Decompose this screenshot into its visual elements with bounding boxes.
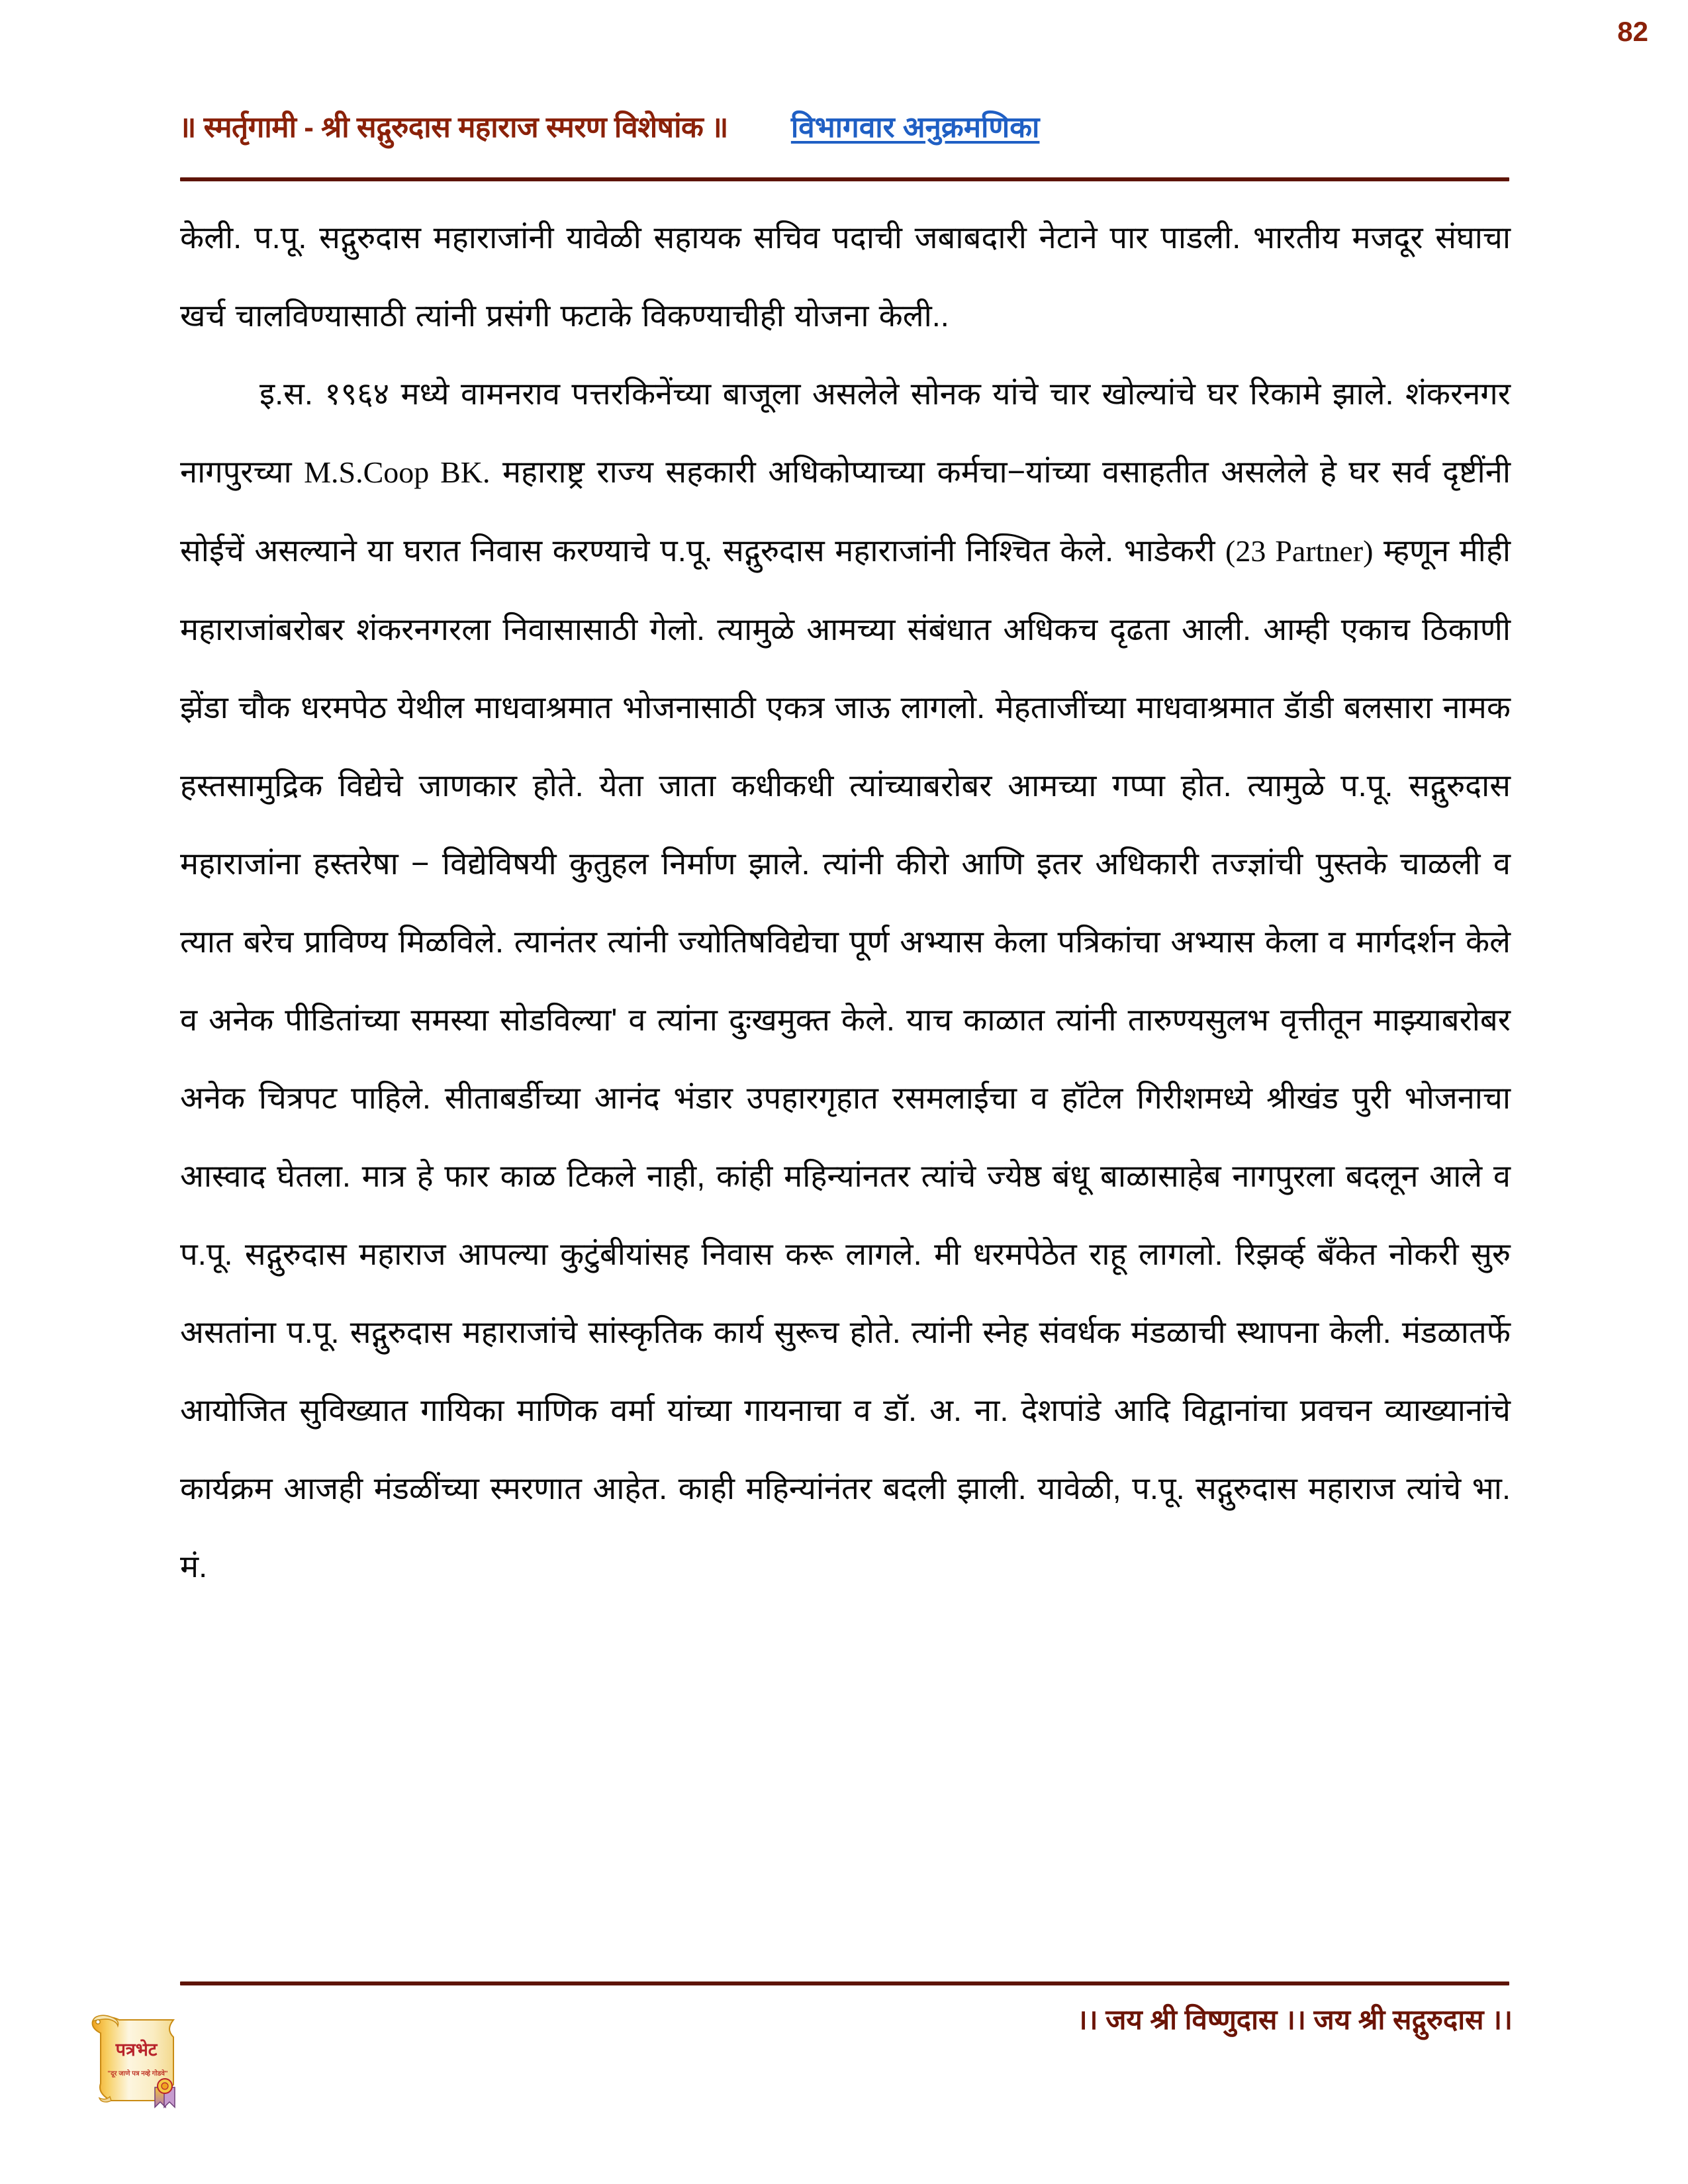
patrabhet-logo bbox=[81, 2007, 200, 2116]
paragraph-2-segment-3: म्हणून मीही महाराजांबरोबर शंकरनगरला निवासासाठी गेलो. त्यामुळे आमच्या संबंधात अधिकच दृढता आली. आम्ही एकाच ठिकाणी झेंडा चौक धरमपेठ येथील माधवाश्रमात भोजनासाठी एकत्र जाऊ लागलो. मेहताजींच्या माधवाश्रमात डॅाडी बलसारा नामक हस्तसामुद्रिक विद्येचे जाणकार होते. येता जाता कधीकधी त्यांच्याबरोबर आमच्या गप्पा होत. त्यामुळे प.पू. सद्गुरुदास महाराजांना हस्तरेषा − विद्येविषयी कुतुहल निर्माण झाले. त्यांनी कीरो आणि इतर अधिकारी तज्ज्ञांची पुस्तके चाळली व त्यात बरेच प्राविण्य मिळविले. त्यानंतर त्यांनी ज्योतिषविद्येचा पूर्ण अभ्यास केला पत्रिकांचा अभ्यास केला व मार्गदर्शन केले व अनेक पीडितांच्या समस्या सोडविल्या' व त्यांना दुःखमुक्त केले. याच काळात त्यांनी तारुण्यसुलभ वृत्तीतून माझ्याबरोबर अनेक चित्रपट पाहिले. सीताबर्डीच्या आनंद भंडार उपहारगृहात रसमलाईचा व हॉटेल गिरीशमध्ये श्रीखंड पुरी भोजनाचा आस्वाद घेतला. मात्र हे फार काळ टिकले नाही, कांही महिन्यांनतर त्यांचे ज्येष्ठ बंधू बाळासाहेब नागपुरला बदलून आले व प.पू. सद्गुरुदास महाराज आपल्या कुटुंबीयांसह निवास करू लागले. मी धरमपेठेत राहू लागलो. रिझर्व्ह बँकेत नोकरी सुरु असतांना प.पू. सद्गुरुदास महाराजांचे सांस्कृतिक कार्य सुरूच होते. त्यांनी स्नेह संवर्धक मंडळाची स्थापना केली. मंडळातर्फे आयोजित सुविख्यात गायिका माणिक वर्मा यांच्या गायनाचा व डॉ. अ. ना. देशपांडे आदि विद्वानांचा प्रवचन व्याख्यानांचे कार्यक्रम आजही मंडळींच्या स्मरणात आहेत. काही महिन्यांनंतर बदली झाली. यावेळी, प.पू. सद्गुरुदास महाराज त्यांचे भा. मं. bbox=[180, 533, 1511, 1584]
paragraph-2-segment-1: इ.स. १९६४ मध्ये वामनराव पत्तरकिनेंच्या बाजूला असलेले सोनक यांचे चार खोल्यांचे घर रिकामे झाले. शंकरनगर नागपुरच्या bbox=[180, 376, 1511, 489]
page-number: 82 bbox=[1617, 16, 1648, 47]
paragraph-main bbox=[180, 355, 1511, 1606]
body-content bbox=[180, 199, 1511, 1606]
logo-tagline-text: "दूर जाणे पत्र नव्हे गोडवे" bbox=[107, 2070, 168, 2077]
paragraph-1-text: केली. प.पू. सद्गुरुदास महाराजांनी यावेळी सहायक सचिव पदाची जबाबदारी नेटाने पार पाडली. भारतीय मजदूर संघाचा खर्च चालविण्यासाठी त्यांनी प्रसंगी फटाके विकण्याचीही योजना केली.. bbox=[180, 220, 1511, 333]
paragraph-continuation bbox=[180, 199, 1511, 355]
header-title: ॥ स्मर्तृगामी - श्री सद्गुरुदास महाराज स्मरण विशेषांक ॥ bbox=[179, 111, 728, 144]
logo-title-text: पत्रभेट bbox=[115, 2040, 158, 2060]
latin-bank-name: M.S.Coop BK. bbox=[304, 455, 491, 489]
index-link[interactable]: विभागवार अनुक्रमणिका bbox=[790, 111, 1040, 144]
page-header bbox=[179, 93, 1509, 159]
paragraph-2-segment-2: महाराष्ट्र राज्य सहकारी अधिकोप्याच्या कर्मचा−यांच्या वसाहतीत असलेले हे घर सर्व दृष्टींनी सोईचें असल्याने या घरात निवास करण्याचे प.पू. सद्गुरुदास महाराजांनी निश्चित केले. भाडेकरी bbox=[180, 454, 1511, 568]
scroll-icon bbox=[81, 2007, 200, 2116]
footer-blessing: ।। जय श्री विष्णुदास ।। जय श्री सद्गुरुदास ।। bbox=[1076, 2004, 1513, 2035]
header-divider bbox=[180, 177, 1509, 181]
latin-partner-note: (23 Partner) bbox=[1225, 534, 1374, 568]
footer-divider bbox=[180, 1981, 1509, 1985]
